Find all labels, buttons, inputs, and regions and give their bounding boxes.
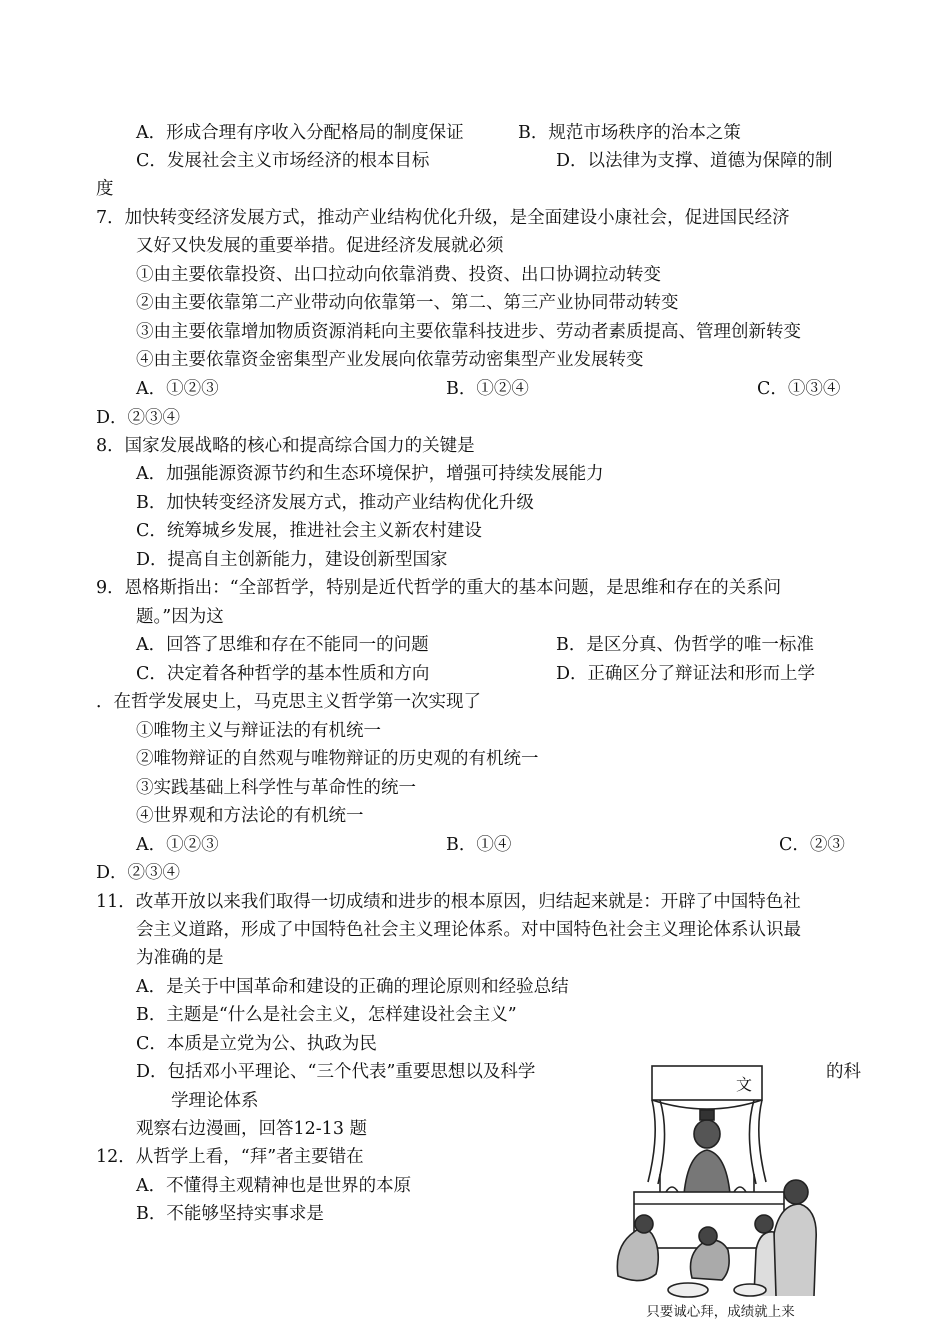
q12-stem: 12．从哲学上看，“拜”者主要错在 [96, 1147, 364, 1167]
q8-option-b: B．加快转变经济发展方式，推动产业结构优化升级 [136, 493, 534, 513]
q6-option-d-wrap: 度 [96, 179, 114, 199]
q10-option-c: C．②③ [779, 835, 845, 855]
q11-option-d-wrap: 学理论体系 [171, 1091, 259, 1111]
q6-option-c: C．发展社会主义市场经济的根本目标 [136, 151, 430, 171]
kneeling-figure-left [617, 1228, 658, 1280]
q10-item-1: ①唯物主义与辩证法的有机统一 [136, 721, 381, 741]
q7-option-d: D．②③④ [96, 408, 181, 428]
q9-option-c: C．决定着各种哲学的基本性质和方向 [136, 664, 430, 684]
q7-item-2: ②由主要依靠第二产业带动向依靠第一、第二、第三产业协同带动转变 [136, 293, 679, 313]
q6-option-a: A．形成合理有序收入分配格局的制度保证 [136, 123, 464, 143]
cartoon-caption: 只要诚心拜，成绩就上来 [646, 1304, 795, 1320]
q10-item-4: ④世界观和方法论的有机统一 [136, 806, 364, 826]
q12-option-a: A．不懂得主观精神也是世界的本原 [136, 1176, 412, 1196]
q9-option-a: A．回答了思维和存在不能同一的问题 [136, 635, 429, 655]
statue-head [694, 1120, 720, 1148]
q8-stem: 8．国家发展战略的核心和提高综合国力的关键是 [96, 436, 475, 456]
q11-option-d-tail: 的科 [826, 1062, 861, 1082]
q7-item-3: ③由主要依靠增加物质资源消耗向主要依靠科技进步、劳动者素质提高、管理创新转变 [136, 322, 801, 342]
q11-option-a: A．是关于中国革命和建设的正确的理论原则和经验总结 [136, 977, 569, 997]
q11-stem: 11．改革开放以来我们取得一切成绩和进步的根本原因，归结起来就是：开辟了中国特色社 [96, 892, 801, 912]
cartoon-illustration [604, 1064, 834, 1306]
q10-item-3: ③实践基础上科学性与革命性的统一 [136, 778, 416, 798]
plaque-text: 文 [735, 1075, 753, 1094]
q7-item-1: ①由主要依靠投资、出口拉动向依靠消费、投资、出口协调拉动转变 [136, 265, 661, 285]
q9-stem: 9．恩格斯指出：“全部哲学，特别是近代哲学的重大的基本问题，是思维和存在的关系问 [96, 578, 782, 598]
q7-option-b: B．①②④ [446, 379, 529, 399]
q7-option-c: C．①③④ [757, 379, 841, 399]
q10-stem: ．在哲学发展史上，马克思主义哲学第一次实现了 [96, 692, 481, 712]
q9-option-d: D．正确区分了辩证法和形而上学 [556, 664, 816, 684]
q11-option-b: B．主题是“什么是社会主义，怎样建设社会主义” [136, 1005, 517, 1025]
q10-item-2: ②唯物辩证的自然观与唯物辩证的历史观的有机统一 [136, 749, 539, 769]
q11-stem-cont-1: 会主义道路，形成了中国特色社会主义理论体系。对中国特色社会主义理论体系认识最 [136, 920, 801, 940]
q6-option-d: D．以法律为支撑、道德为保障的制 [556, 151, 833, 171]
statue-body [684, 1150, 730, 1194]
q8-option-c: C．统筹城乡发展，推进社会主义新农村建设 [136, 521, 482, 541]
q11-stem-cont-2: 为准确的是 [136, 948, 224, 968]
cartoon-instruction: 观察右边漫画，回答12-13 题 [136, 1119, 368, 1139]
q9-option-b: B．是区分真、伪哲学的唯一标准 [556, 635, 814, 655]
q10-option-a: A．①②③ [136, 835, 219, 855]
q7-stem: 7．加快转变经济发展方式，推动产业结构优化升级，是全面建设小康社会，促进国民经济 [96, 208, 790, 228]
q7-item-4: ④由主要依靠资金密集型产业发展向依靠劳动密集型产业发展转变 [136, 350, 644, 370]
q12-option-b: B．不能够坚持实事求是 [136, 1204, 324, 1224]
q10-option-d: D．②③④ [96, 863, 181, 883]
q7-option-a: A．①②③ [136, 379, 219, 399]
q9-stem-cont: 题。”因为这 [136, 607, 224, 627]
shrine-curtain-left [648, 1100, 665, 1184]
q6-option-b: B．规范市场秩序的治本之策 [518, 123, 741, 143]
cushion [668, 1283, 708, 1297]
q10-option-b: B．①④ [446, 835, 512, 855]
q7-stem-cont: 又好又快发展的重要举措。促进经济发展就必须 [136, 236, 504, 256]
q11-option-c: C．本质是立党为公、执政为民 [136, 1034, 377, 1054]
q8-option-d: D．提高自主创新能力，建设创新型国家 [136, 550, 448, 570]
q11-option-d: D．包括邓小平理论、“三个代表”重要思想以及科学 [136, 1062, 536, 1082]
shrine-curtain-right [749, 1100, 766, 1184]
q8-option-a: A．加强能源资源节约和生态环境保护，增强可持续发展能力 [136, 464, 604, 484]
